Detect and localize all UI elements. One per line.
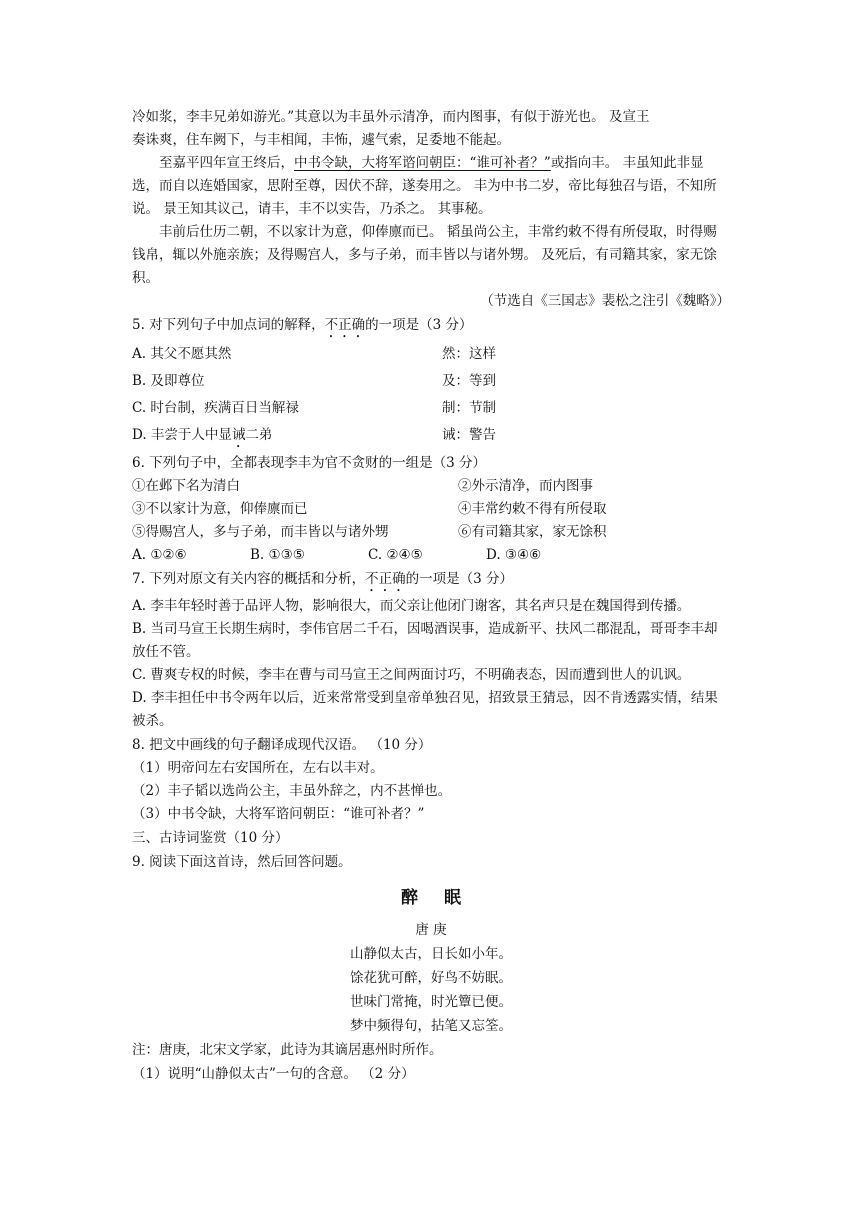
poem-line: 世味门常掩，时光簟已便。 — [350, 994, 512, 1010]
underlined-sentence: 中书令缺，大将军谘问朝臣：“谁可补者？” — [294, 155, 551, 171]
passage-line: 奏诛爽，住车阙下，与丰相闻，丰怖，遽气索，足委地不能起。 — [132, 132, 510, 148]
translation-item: （1）明帝问左右安国所在，左右以丰对。 — [132, 760, 384, 776]
option-row: C. 时台制，疾满百日当解禄 制：节制 — [132, 400, 496, 416]
poem-line: 馀花犹可醉，好鸟不妨眠。 — [350, 970, 512, 986]
section-heading: 三、古诗词鉴赏（10 分） — [132, 830, 289, 846]
question-5-stem: 5. 对下列句子中加点词的解释，不正确的一项是（3 分） — [132, 317, 473, 333]
passage-paragraph: 丰前后仕历二朝，不以家计为意，仰俸廪而已。 韬虽尚公主，丰常约敕不得有所侵取，时得赐钱帛，辄以外施亲族；及得赐宫人，多与子弟，而丰皆以与诸外甥。 及死后，有司籍其家，家无馀积。 — [132, 224, 717, 286]
poem-author: 唐 庚 — [415, 922, 447, 938]
poem-note: 注：唐庚，北宋文学家，此诗为其谪居惠州时所作。 — [132, 1042, 443, 1058]
translation-item: （2）丰子韬以选尚公主，丰虽外辞之，内不甚惮也。 — [132, 783, 452, 799]
item-row: ⑤得赐宫人，多与子弟，而丰皆以与诸外甥 ⑥有司籍其家，家无馀积 — [132, 524, 607, 540]
item-row: ①在邺下名为清白 ②外示清净，而内图事 — [132, 478, 593, 494]
option-row: D. 丰尝于人中显诫二弟 诫：警告 — [132, 427, 496, 443]
option-b: B. 当司马宣王长期生病时，李伟官居二千石，因喝酒误事，造成新平、扶风二郡混乱，哥哥李丰却放任不管。 — [132, 621, 718, 660]
passage-line: 冷如浆，李丰兄弟如游光。”其意以为丰虽外示清净，而内图事，有似于游光也。 及宣王 — [132, 109, 650, 125]
exam-page — [132, 106, 730, 1086]
poem-line: 梦中频得句，拈笔又忘筌。 — [350, 1018, 512, 1034]
question-6-stem: 6. 下列句子中，全都表现李丰为官不贪财的一组是（3 分） — [132, 455, 487, 471]
question-9-sub1: （1）说明“山静似太古”一句的含意。 （2 分） — [132, 1066, 415, 1082]
poem-title: 醉眠 — [401, 888, 487, 908]
emphasis-text: 不正确 — [365, 571, 406, 587]
question-9-stem: 9. 阅读下面这首诗，然后回答问题。 — [132, 854, 352, 870]
option-row: A. 其父不愿其然 然：这样 — [132, 346, 496, 362]
question-8-stem: 8. 把文中画线的句子翻译成现代汉语。 （10 分） — [132, 737, 432, 753]
choice-row: A. ①②⑥ B. ①③⑤ C. ②④⑤ D. ③④⑥ — [132, 547, 542, 563]
item-row: ③不以家计为意，仰俸廪而已 ④丰常约敕不得有所侵取 — [132, 501, 607, 517]
question-7-stem: 7. 下列对原文有关内容的概括和分析，不正确的一项是（3 分） — [132, 571, 514, 587]
option-c: C. 曹爽专权的时候，李丰在曹与司马宣王之间两面讨巧，不明确表态，因而遭到世人的讥讽。 — [132, 667, 691, 683]
poem-line: 山静似太古，日长如小年。 — [350, 946, 512, 962]
option-d: D. 李丰担任中书令两年以后，近来常常受到皇帝单独召见，招致景王猜忌，因不肯透露实情，结果被杀。 — [132, 690, 718, 729]
source-citation: （节选自《三国志》裴松之注引《魏略》） — [480, 293, 730, 309]
option-a: A. 李丰年轻时善于品评人物，影响很大，而父亲让他闭门谢客，其名声只是在魏国得到传播。 — [132, 598, 691, 614]
option-row: B. 及即尊位 及：等到 — [132, 373, 496, 389]
translation-item: （3）中书令缺，大将军谘问朝臣：“谁可补者？” — [132, 806, 425, 822]
passage-paragraph: 至嘉平四年宣王终后，中书令缺，大将军谘问朝臣：“谁可补者？”或指向丰。 丰虽知此非显选，而自以连婚国家，思附至尊，因伏不辞，遂奏用之。 丰为中书二岁，帝比每独召与语，不知所说。 景王知其议己，请丰，丰不以实告，乃杀之。 其事秘。 — [132, 155, 717, 217]
emphasis-text: 不正确 — [324, 317, 366, 333]
